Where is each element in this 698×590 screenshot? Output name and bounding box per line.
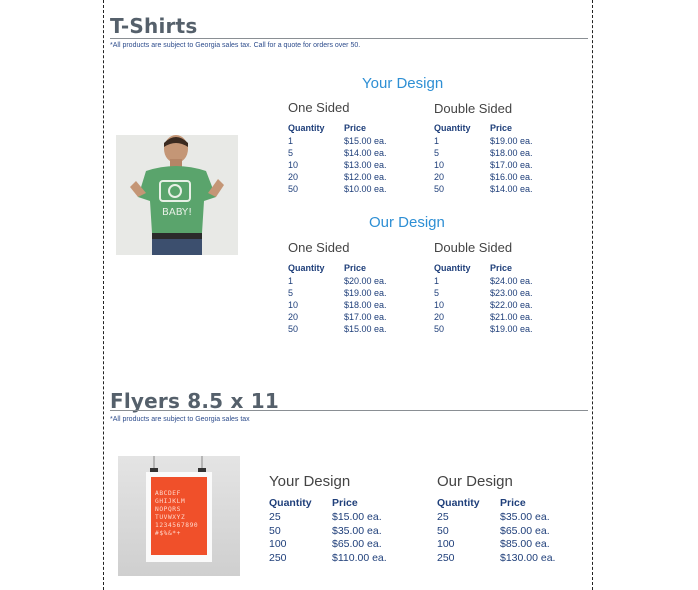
- qty-cell: 10: [288, 300, 299, 310]
- table-row: [288, 183, 387, 195]
- price-cell: $12.00 ea.: [344, 172, 387, 182]
- tshirts-our-double-sided-heading: Double Sided: [434, 240, 513, 255]
- price-cell: $15.00 ea.: [344, 136, 387, 146]
- price-cell: $16.00 ea.: [490, 172, 533, 182]
- table-row: [288, 159, 387, 171]
- poster-line: 1234567890: [155, 522, 199, 529]
- table-row: [269, 511, 387, 525]
- table-row: [434, 299, 533, 311]
- price-cell: $18.00 ea.: [490, 148, 533, 158]
- table-row: [288, 171, 387, 183]
- table-row: [434, 147, 533, 159]
- qty-cell: 1: [288, 136, 294, 146]
- table-row: [437, 538, 555, 552]
- qty-cell: 100: [269, 538, 287, 550]
- price-cell: $21.00 ea.: [490, 312, 533, 322]
- qty-cell: 1: [434, 136, 440, 146]
- flyers-your-design-heading: Your Design: [269, 473, 351, 490]
- price-cell: $15.00 ea.: [332, 511, 382, 523]
- qty-cell: 5: [434, 148, 440, 158]
- quantity-header: Quantity: [288, 123, 325, 133]
- table-row: [434, 287, 533, 299]
- poster-line: TUVWXYZ: [155, 514, 186, 521]
- tshirts-your-double-sided-heading: Double Sided: [434, 101, 513, 116]
- poster-line: ABCDEF: [155, 490, 181, 497]
- price-header: Price: [344, 123, 367, 133]
- price-cell: $35.00 ea.: [332, 524, 382, 537]
- table-row: [437, 511, 555, 525]
- poster-text: [155, 490, 205, 538]
- price-cell: $110.00 ea.: [332, 551, 387, 564]
- quantity-header: Quantity: [434, 263, 471, 273]
- tshirts-tax-note: *All products are subject to Georgia sales tax. Call for a quote for orders over 50.: [110, 42, 361, 49]
- price-cell: $65.00 ea.: [332, 538, 382, 550]
- tshirts-your-double-sided-table: [434, 121, 533, 195]
- table-row: [434, 275, 533, 287]
- price-cell: $19.00 ea.: [344, 288, 387, 298]
- table-row: [434, 311, 533, 323]
- table-row: [434, 159, 533, 171]
- table-row: [434, 323, 533, 335]
- qty-cell: 20: [288, 172, 299, 182]
- tshirts-our-double-sided-table: [434, 261, 533, 335]
- tshirt-photo: [116, 135, 238, 255]
- price-header: Price: [344, 263, 367, 273]
- qty-cell: 50: [434, 324, 445, 334]
- price-cell: $17.00 ea.: [490, 160, 533, 170]
- price-cell: $10.00 ea.: [344, 184, 387, 194]
- price-cell: $130.00 ea.: [500, 551, 556, 564]
- price-cell: $18.00 ea.: [344, 300, 387, 310]
- qty-cell: 25: [269, 511, 281, 523]
- tshirts-your-one-sided-table: [288, 121, 387, 195]
- flyers-our-design-table: [437, 495, 555, 565]
- table-row: [288, 323, 387, 335]
- qty-cell: 50: [288, 184, 299, 194]
- tshirts-our-one-sided-table: [288, 261, 387, 335]
- table-row: [288, 299, 387, 311]
- qty-cell: 10: [434, 160, 445, 170]
- qty-cell: 50: [434, 184, 445, 194]
- price-cell: $65.00 ea.: [500, 524, 550, 537]
- price-cell: $14.00 ea.: [344, 148, 387, 158]
- qty-cell: 5: [288, 288, 294, 298]
- table-row: [288, 287, 387, 299]
- right-dashed-border: [592, 0, 593, 590]
- poster-line: #$%&*+: [155, 530, 181, 537]
- table-row: [269, 552, 387, 566]
- price-cell: $13.00 ea.: [344, 160, 387, 170]
- tshirts-your-design-heading: Your Design: [362, 75, 444, 92]
- price-cell: $20.00 ea.: [344, 276, 387, 286]
- svg-text:BABY!: BABY!: [162, 207, 193, 218]
- price-header: Price: [500, 497, 526, 509]
- price-cell: $85.00 ea.: [500, 538, 550, 550]
- qty-cell: 50: [269, 524, 281, 537]
- quantity-header: Quantity: [288, 263, 325, 273]
- qty-cell: 50: [437, 524, 449, 537]
- tshirts-our-one-sided-heading: One Sided: [288, 240, 350, 255]
- qty-cell: 10: [434, 300, 445, 310]
- table-row: [288, 311, 387, 323]
- table-row: [269, 538, 387, 552]
- flyers-divider: [110, 410, 588, 411]
- table-row: [269, 525, 387, 539]
- qty-cell: 5: [434, 288, 440, 298]
- tshirts-title: T-Shirts: [110, 14, 198, 38]
- qty-cell: 250: [269, 551, 287, 564]
- price-cell: $19.00 ea.: [490, 324, 533, 334]
- qty-cell: 1: [288, 276, 294, 286]
- tshirts-your-one-sided-heading: One Sided: [288, 100, 350, 115]
- qty-cell: 100: [437, 538, 455, 550]
- qty-cell: 25: [437, 511, 449, 523]
- price-header: Price: [490, 263, 513, 273]
- quantity-header: Quantity: [437, 497, 480, 509]
- qty-cell: 20: [434, 172, 445, 182]
- qty-cell: 1: [434, 276, 440, 286]
- qty-cell: 5: [288, 148, 294, 158]
- price-cell: $17.00 ea.: [344, 312, 387, 322]
- price-cell: $24.00 ea.: [490, 276, 533, 286]
- flyers-your-design-table: [269, 495, 387, 565]
- qty-cell: 250: [437, 551, 455, 564]
- poster-line: NOPQRS: [155, 506, 181, 513]
- price-cell: $23.00 ea.: [490, 288, 533, 298]
- table-row: [288, 147, 387, 159]
- quantity-header: Quantity: [269, 497, 312, 509]
- price-header: Price: [490, 123, 513, 133]
- table-row: [288, 275, 387, 287]
- qty-cell: 20: [434, 312, 445, 322]
- price-cell: $19.00 ea.: [490, 136, 533, 146]
- table-row: [437, 525, 555, 539]
- table-row: [434, 135, 533, 147]
- flyers-tax-note: *All products are subject to Georgia sales tax: [110, 416, 250, 423]
- left-dashed-border: [103, 0, 104, 590]
- qty-cell: 50: [288, 324, 299, 334]
- flyers-title: Flyers 8.5 x 11: [110, 389, 279, 413]
- table-row: [434, 171, 533, 183]
- table-row: [288, 135, 387, 147]
- price-cell: $22.00 ea.: [490, 300, 533, 310]
- qty-cell: 20: [288, 312, 299, 322]
- poster-line: GHIJKLM: [155, 498, 186, 505]
- qty-cell: 10: [288, 160, 299, 170]
- price-cell: $35.00 ea.: [500, 511, 550, 523]
- poster-photo: [118, 456, 240, 576]
- price-cell: $14.00 ea.: [490, 184, 533, 194]
- flyers-our-design-heading: Our Design: [437, 473, 513, 490]
- price-cell: $15.00 ea.: [344, 324, 387, 334]
- price-header: Price: [332, 497, 358, 509]
- table-row: [437, 552, 555, 566]
- quantity-header: Quantity: [434, 123, 471, 133]
- tshirts-our-design-heading: Our Design: [369, 214, 445, 231]
- table-row: [434, 183, 533, 195]
- tshirts-divider: [110, 38, 588, 39]
